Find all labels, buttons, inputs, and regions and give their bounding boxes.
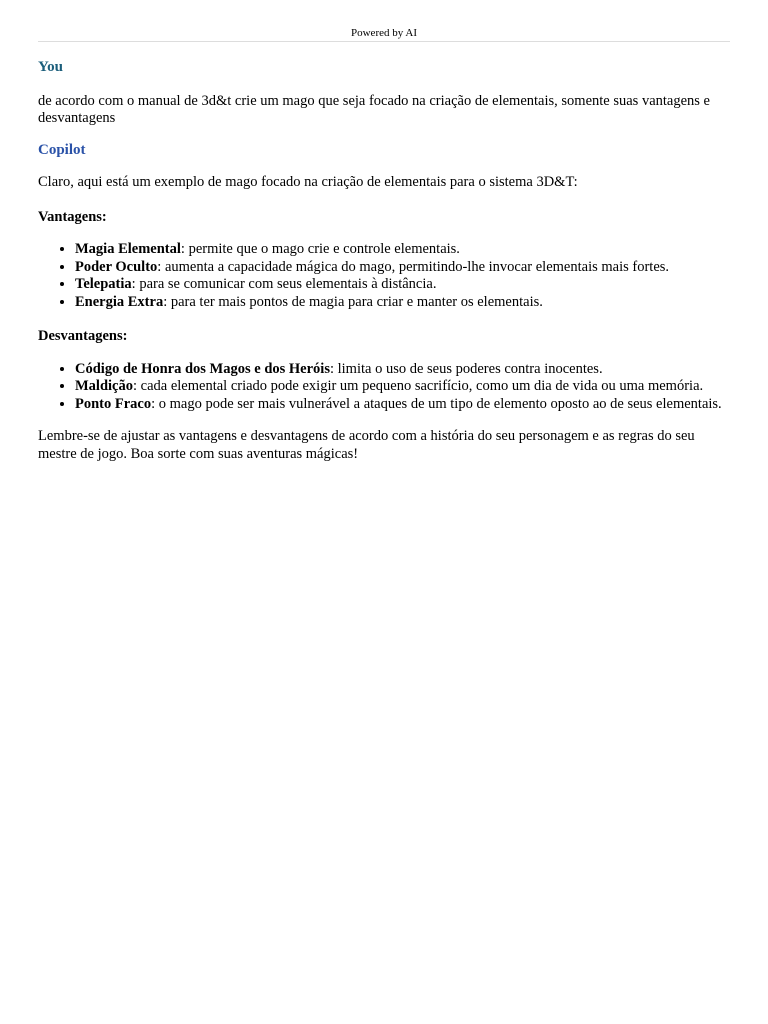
advantage-desc: : para se comunicar com seus elementais à distância.: [131, 276, 437, 292]
disadvantage-name: Maldição: [75, 378, 133, 394]
assistant-intro: Claro, aqui está um exemplo de mago focado na criação de elementais para o sistema 3D&T:: [38, 174, 578, 190]
advantage-desc: : para ter mais pontos de magia para criar e manter os elementais.: [163, 293, 543, 310]
advantage-name: Magia Elemental: [75, 241, 181, 257]
disadvantage-name: Código de Honra dos Magos e dos Heróis: [75, 360, 330, 377]
disadvantages-heading: Desvantagens:: [38, 328, 128, 344]
advantages-list: [38, 241, 730, 311]
disadvantage-name: Ponto Fraco: [75, 395, 152, 412]
list-item: [75, 378, 730, 396]
list-item: [75, 396, 730, 414]
disadvantage-desc: : o mago pode ser mais vulnerável a ataques de um tipo de elemento oposto ao de seus elementais.: [151, 395, 722, 412]
disadvantage-desc: : limita o uso de seus poderes contra inocentes.: [329, 360, 603, 377]
list-item: [75, 276, 730, 294]
disadvantages-list: [38, 361, 730, 414]
advantage-desc: : aumenta a capacidade mágica do mago, permitindo-lhe invocar elementais mais fortes.: [157, 258, 670, 275]
advantages-heading: Vantagens:: [38, 208, 107, 225]
list-item: [75, 241, 730, 259]
list-item: [75, 361, 730, 379]
user-speaker-label: You: [38, 59, 64, 75]
chat-transcript: [38, 0, 730, 463]
advantage-name: Poder Oculto: [75, 258, 158, 275]
assistant-closing: Lembre-se de ajustar as vantagens e desvantagens de acordo com a história do seu personagem e as regras do seu mestre de jogo. Boa sorte com suas aventuras mágicas!: [38, 428, 695, 462]
advantage-desc: : permite que o mago crie e controle elementais.: [180, 241, 460, 257]
list-item: [75, 259, 730, 277]
advantage-name: Telepatia: [75, 276, 132, 292]
disadvantage-desc: : cada elemental criado pode exigir um pequeno sacrifício, como um dia de vida ou uma memória.: [133, 378, 704, 394]
user-message: de acordo com o manual de 3d&t crie um mago que seja focado na criação de elementais, somente suas vantagens e desvantagens: [38, 92, 710, 126]
list-item: [75, 294, 730, 312]
assistant-speaker-label: Copilot: [38, 141, 86, 158]
advantage-name: Energia Extra: [75, 293, 164, 310]
powered-by-header: Powered by AI: [38, 0, 730, 42]
